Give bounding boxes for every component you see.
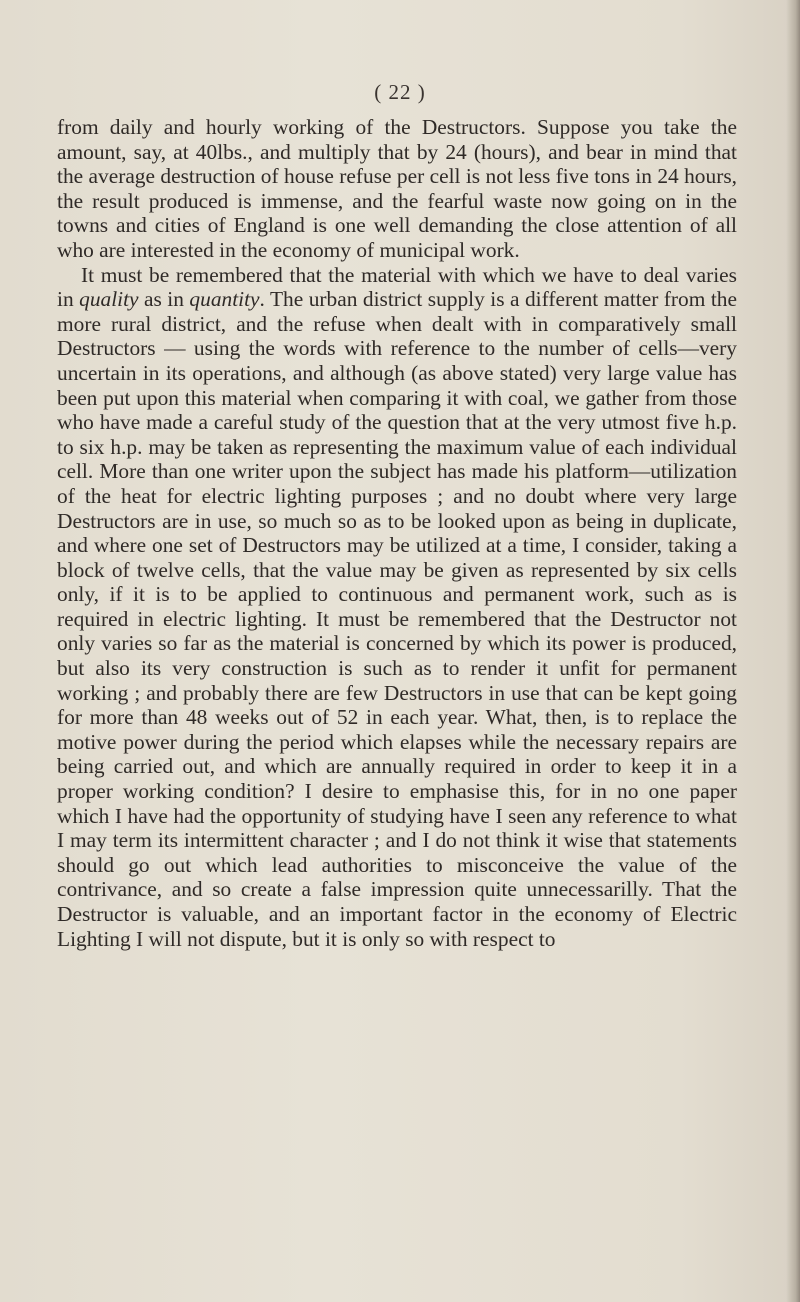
page-edge-shadow — [786, 0, 800, 1302]
italic-quantity: quantity — [189, 287, 260, 312]
paragraph-2-text-a: It must be remembered that the material with which we have to deal varies in — [57, 262, 737, 312]
page-number: ( 22 ) — [374, 80, 426, 104]
paragraph-2-text-c: . The urban district supply is a different matter from the more rural district, and the refuse when dealt with in comparatively small Destructors — using the words with reference to the number of cells—very uncertain in its operations, and although (as above stated) very large value has been put upon this material when comparing it with coal, we gather from those who have made a careful study of the question that at the very utmost five h.p. to six h.p. may be taken as representing the maximum value of each individual cell. More than one writer upon the subject has made his platform—utilization of the heat for electric lighting purposes ; and no doubt where very large Destructors are in use, so much so as to be looked upon as being in duplicate, and where one set of Destructors may be utilized at a time, I consider, taking a block of twelve cells, that the value may be given as represented by six cells only, if it is to be applied to continuous and permanent work, such as is required in electric lighting. It must be remembered that the Destructor not only varies so far as the material is concerned by which its power is produced, but also its very construction is such as to render it unfit for permanent working ; and probably there are few Destructors in use that can be kept going for more than 48 weeks out of 52 in each year. What, then, is to replace the motive power during the period which elapses while the necessary repairs are being carried out, and which are annually required in order to keep it in a proper working condition? I desire to emphasise this, for in no one paper which I have had the opportunity of studying have I seen any reference to what I may term its intermittent character ; and I do not think it wise that statements should go out which lead authorities to misconceive the value of the contrivance, and so create a false impression quite unnecessarilly. That the Destructor is valuable, and an important factor in the economy of Electric Lighting I will not dispute, but it is only so with respect to — [57, 287, 737, 951]
paragraph-1 — [57, 115, 737, 263]
paragraph-1-text: from daily and hourly working of the Destructors. Suppose you take the amount, say, at 40lbs., and multiply that by 24 (hours), and bear in mind that the average destruction of house refuse per cell is not less five tons in 24 hours, the result produced is immense, and the fearful waste now going on in the towns and cities of England is one well demanding the close attention of all who are interested in the economy of municipal work. — [57, 115, 737, 262]
italic-quality: quality — [79, 287, 139, 312]
body-text — [57, 115, 737, 951]
paragraph-2 — [57, 263, 737, 952]
paragraph-2-text-b: as in — [138, 287, 190, 312]
